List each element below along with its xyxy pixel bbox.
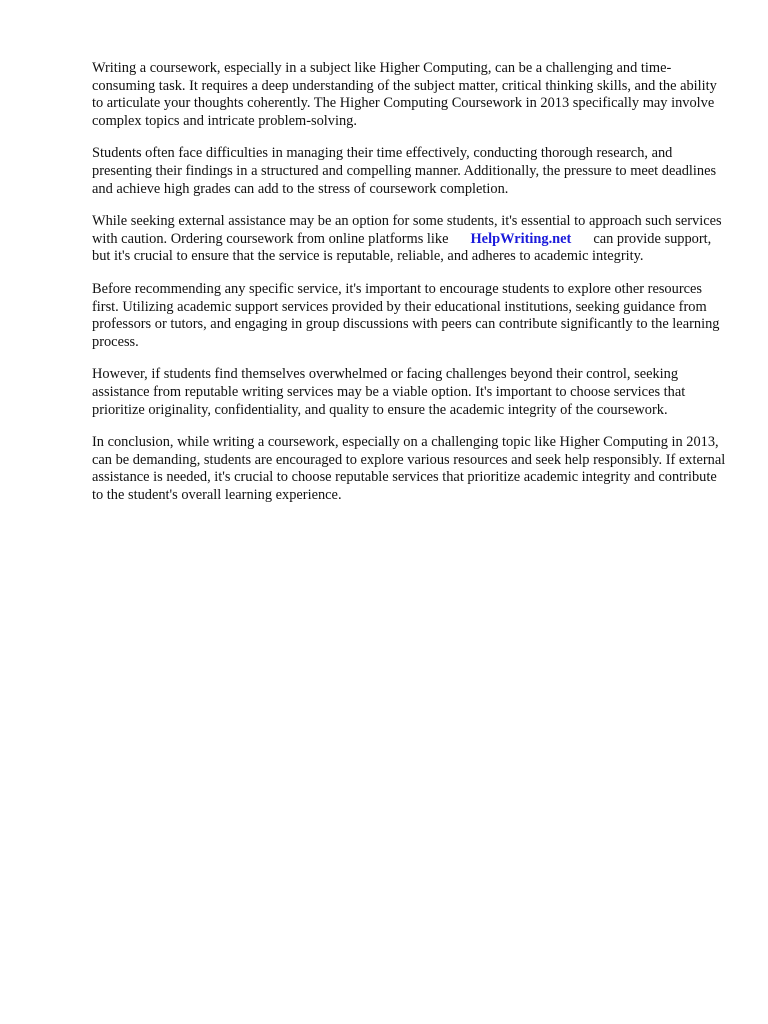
paragraph-external-assistance — [92, 213, 730, 266]
paragraph-recommendation: Before recommending any specific service, it's important to encourage students to explore other resources first. Utilizing academic support services provided by their educational institutions, seeking guidance from professors or tutors, and engaging in group discussions with peers can contribute significantly to the learning process. — [92, 280, 720, 350]
link-paragraph-after: can provide support, but it's crucial to ensure that the service is reputable, reliable, and adheres to academic integrity. — [92, 230, 712, 265]
paragraph-difficulties: Students often face difficulties in managing their time effectively, conducting thorough research, and presenting their findings in a structured and compelling manner. Additionally, the pressure to meet deadlines and achieve high grades can add to the stress of coursework completion. — [92, 145, 717, 197]
link-paragraph-before: While seeking external assistance may be an option for some students, it's essential to approach such services with caution. Ordering coursework from online platforms like — [92, 213, 722, 247]
paragraph-conclusion: In conclusion, while writing a coursework, especially on a challenging topic like Higher Computing in 2013, can be demanding, students are encouraged to explore various resources and seek help responsibly. If external assistance is needed, it's crucial to choose reputable services that prioritize academic integrity and contribute to the student's overall learning experience. — [92, 434, 726, 503]
helpwriting-link[interactable]: HelpWriting.net — [470, 230, 572, 247]
paragraph-however: However, if students find themselves overwhelmed or facing challenges beyond their control, seeking assistance from reputable writing services may be a viable option. It's important to choose services that prioritize originality, confidentiality, and quality to ensure the academic integrity of the coursework. — [92, 366, 686, 418]
document-body — [92, 60, 730, 519]
paragraph-intro: Writing a coursework, especially in a subject like Higher Computing, can be a challenging and time-consuming task. It requires a deep understanding of the subject matter, critical thinking skills, and the ability to articulate your thoughts coherently. The Higher Computing Coursework in 2013 specifically may involve complex topics and intricate problem-solving. — [92, 60, 717, 129]
